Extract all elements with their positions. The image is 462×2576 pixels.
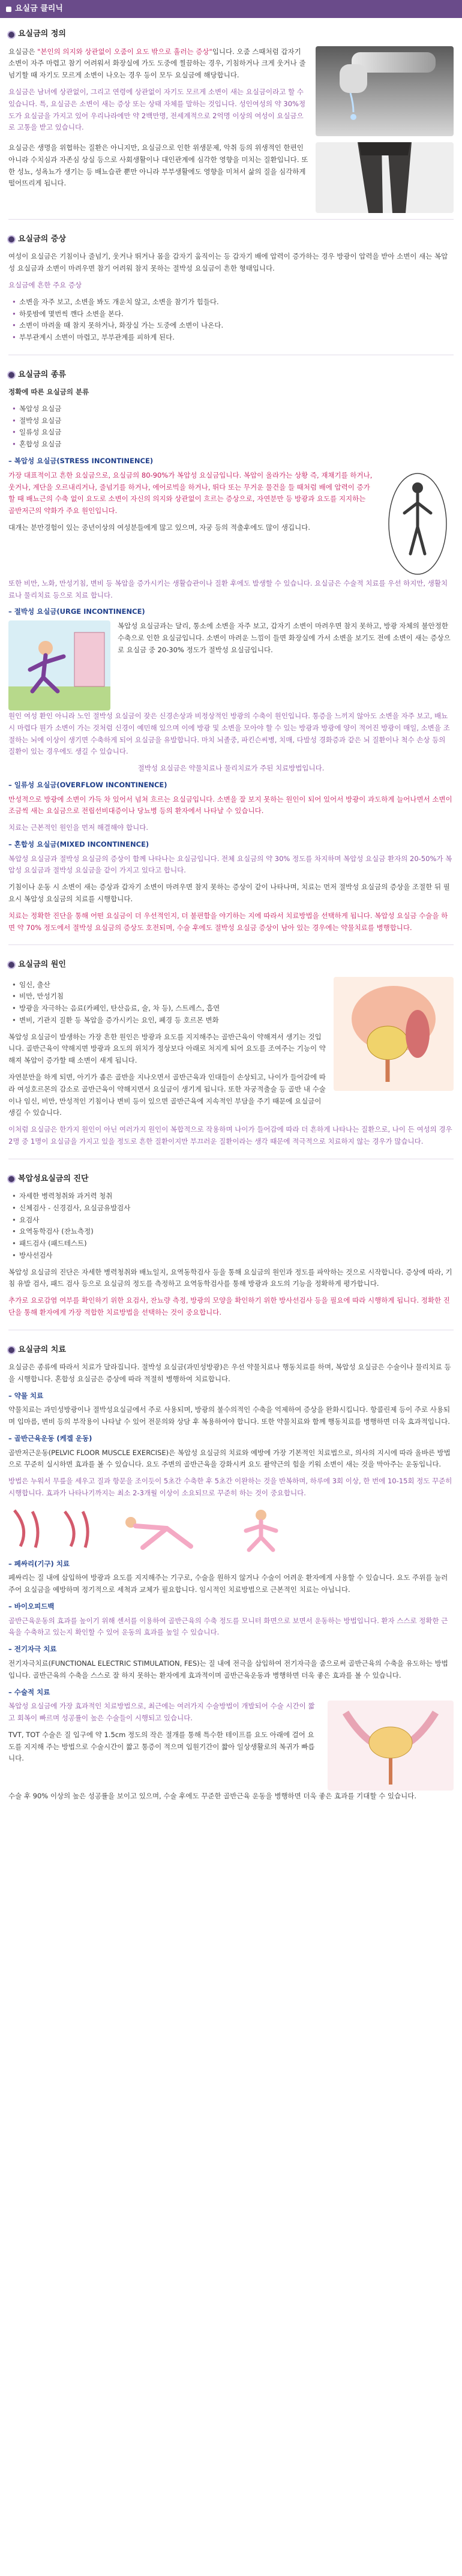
definition-p1: [8, 46, 308, 82]
types-list: [12, 403, 454, 451]
mixed-p1: 복압성 요실금과 절박성 요실금의 증상이 함께 나타나는 요실금입니다. 전체 요실금의 약 30% 정도를 차지하며 복압성 요실금 환자의 20-50%가 복압성 요실금과 절박성 요실금을 같이 가지고 있다고 합니다.: [8, 854, 452, 875]
overflow-p2: 치료는 근본적인 원인을 먼저 해결해야 합니다.: [8, 823, 149, 832]
list-item: • 자세한 병력청취와 과거력 청취: [12, 1190, 454, 1202]
list-item: • 하룻밤에 몇번씩 깬다 소변을 본다.: [12, 308, 454, 320]
section-heading: [8, 1172, 454, 1186]
heading-text: 복압성요실금의 진단: [18, 1174, 89, 1183]
subheading-estim: – 전기자극 치료: [8, 1645, 57, 1654]
diagnosis-list: [12, 1190, 454, 1262]
bullet-icon: [8, 1347, 14, 1353]
diagram-image: [8, 1504, 50, 1552]
causes-list: [12, 979, 326, 1027]
diagnosis-p1: 복압성 요실금의 진단은 자세한 병력청취와 배뇨일지, 요역동학검사 등을 통해 요실금의 원인과 정도를 파악하는 것으로 시작합니다. 증상에 따라, 기침 유발 검사, 패드 검사 등으로 요실금의 정도를 측정하고 요역동학검사를 통해 방광과 요도의 기능을 정확하게 평가합니다.: [8, 1267, 452, 1288]
drug-p: 약물치료는 과민성방광이나 절박성요실금에서 주로 사용되며, 방광의 불수의적인 수축을 억제하여 증상을 완화시킵니다. 항콜린제 등이 주로 사용되며 입마름, 변비 등의 부작용이 나타날 수 있어 전문의와 상담 후 복용하여야 합니다. 또한 약물치료와 함께 행동치료를 병행하면 더욱 효과적입니다.: [8, 1405, 451, 1426]
exercise-figure-image: [216, 1504, 306, 1552]
list-item: • 임신, 출산: [12, 979, 326, 991]
list-item: • 비만, 만성기침: [12, 991, 326, 1003]
causes-p2: 자연분만을 하게 되면, 아기가 좁은 골반을 지나오면서 골반근육과 인대들이 손상되고, 나이가 들어감에 따라 여성호르몬의 감소로 골반근육이 약해지면서 요실금이 생기게 됩니다. 또한 자궁적출술 등 골반 내 수술이나 임신, 비만, 만성적인 기침이나 변비 등이 있으면 골반근육에 지속적인 부담을 주기 때문에 요실금이 생길 수 있습니다.: [8, 1073, 326, 1117]
biofeedback-p: 골반근육운동의 효과를 높이기 위해 센서를 이용하여 골반근육의 수축 정도를 모니터 화면으로 보면서 운동하는 방법입니다. 환자 스스로 정확한 근육을 수축하고 있는지 확인할 수 있어 운동의 효과를 높일 수 있습니다.: [8, 1616, 448, 1637]
symptom-list: [12, 296, 454, 344]
text: 요실금은: [8, 47, 38, 56]
surgery-image: [328, 1701, 454, 1791]
list-item: • 혼합성 요실금: [12, 439, 454, 451]
anatomy-image: [334, 977, 454, 1091]
mixed-p3: 치료는 정확한 진단을 통해 어떤 요실금이 더 우선적인지, 더 불편함을 야기하는 지에 따라서 치료방법을 선택하게 됩니다. 복압성 요실금 수술을 하면 약 70% 정도에서 절박성 요실금의 증상도 호전되며, 수술 후에도 절박성 요실금 증상이 남아 있는 경우에는 약물치료를 병행합니다.: [8, 911, 448, 932]
list-item: • 요역동학검사 (잔뇨측정): [12, 1226, 454, 1238]
list-item: • 요검사: [12, 1214, 454, 1226]
list-item: • 소변이 마려울 때 참지 못하거나, 화장실 가는 도중에 소변이 나온다.: [12, 320, 454, 332]
definition-p2: 요실금은 남녀에 상관없이, 그리고 연령에 상관없이 자기도 모르게 소변이 새는 요실금이라고 할 수 있습니다. 특, 요실금은 소변이 새는 증상 또는 상태 자체를 말하는 것입니다. 성인여성의 약 30%정도가 요실금을 가지고 있어 우리나라에만 약 2백만명, 전세계적으로 2억명 이상의 여성이 요실금으로 고통을 받고 있습니다.: [8, 88, 306, 132]
faucet-image: [316, 46, 454, 136]
subheading-mixed: – 혼합성 요실금(MIXED INCONTINENCE): [8, 839, 149, 848]
heading-text: 요실금의 정의: [18, 29, 66, 39]
section-heading: [8, 958, 454, 971]
section-diagnosis: [0, 1163, 462, 1326]
causes-p1: 복압성 요실금이 발생하는 가장 흔한 원인은 방광과 요도를 지지해주는 골반근육이 약해져서 생기는 것입니다. 골반근육이 약해지면 방광과 요도의 위치가 정상보다 아래로 처지게 되어 요도를 조여주는 기능이 약해져 복압이 증가할 때 소변이 새게 됩니다.: [8, 1032, 326, 1065]
heading-text: 요실금의 원인: [18, 960, 66, 970]
treatment-intro: 요실금은 종류에 따라서 치료가 달라집니다. 절박성 요실금(과민성방광)은 우선 약물치료나 행동치료를 하며, 복압성 요실금은 수술이나 물리치료 등을 시행합니다. 혼합성 요실금은 증상에 따라 적절히 병행하여 치료합니다.: [8, 1362, 451, 1383]
pessary-p: 페싸리는 질 내에 삽입하여 방광과 요도를 지지해주는 기구로, 수술을 원하지 않거나 수술이 어려운 환자에게 사용할 수 있습니다. 요도 주위를 눌러주어 요실금을 예방하며 정기적으로 세척과 교체가 필요합니다. 임시적인 치료방법으로 근본적인 치료는 아닙니다.: [8, 1573, 448, 1594]
stress-p3: 또한 비만, 노화, 만성기침, 변비 등 복압을 증가시키는 생활습관이나 질환 후에도 발생할 수 있습니다. 요실금은 수술적 치료를 우선 하지만, 생활치료나 물리치료 등으로 치료 합니다.: [8, 578, 448, 599]
subheading-urge: – 절박성 요실금(URGE INCONTINENCE): [8, 607, 145, 616]
urge-p1: 복압성 요실금과는 달리, 통소에 소변을 자주 보고, 갑자기 소변이 마려우면 참지 못하고, 방광 자체의 불안정한 수축으로 인한 요실금입니다. 소변이 마려운 느낌이 들면 화장실에 가서 소변을 보기도 전에 소변이 새는 증상으로 요실금 중 20-30% 정도가 절박성 요실금입니다.: [118, 622, 451, 654]
clinic-icon: [6, 7, 11, 12]
yoga-figure-image: [107, 1504, 209, 1552]
section-heading: [8, 28, 454, 41]
subheading-biofeedback: – 바이오피드백: [8, 1602, 55, 1611]
quote: "본인의 의지와 상관없이 오줌이 요도 밖으로 흘러는 증상": [37, 47, 212, 56]
types-intro: 정확에 따른 요실금의 분류: [8, 388, 89, 397]
subheading-pelvic: – 골반근육운동 (케겔 운동): [8, 1434, 92, 1443]
section-causes: [0, 949, 462, 1154]
section-definition: [0, 18, 462, 215]
treatment-footer: 수술 후 90% 이상의 높은 성공률을 보이고 있으며, 수술 후에도 꾸준한 골반근육 운동을 병행하면 더욱 좋은 효과를 기대할 수 있습니다.: [8, 1792, 416, 1801]
list-item: • 일류성 요실금: [12, 427, 454, 439]
bullet-icon: [8, 1176, 14, 1182]
estim-p: 전기자극치료(FUNCTIONAL ELECTRIC STIMULATION, FES)는 질 내에 전극을 삽입하여 전기자극을 줌으로써 골반근육의 수축을 유도하는 방법입니다. 골반근육의 수축을 스스로 잘 하지 못하는 환자에게 효과적이며 골반근육운동과 병행하면 더욱 좋은 효과를 볼 수 있습니다.: [8, 1659, 448, 1680]
bullet-icon: [8, 32, 14, 38]
subheading-pessary: – 페싸리(기구) 치료: [8, 1559, 70, 1568]
exercise-illustrations: [8, 1504, 454, 1552]
urge-p3: 절박성 요실금은 약물치료나 물리치료가 주된 치료방법입니다.: [137, 764, 325, 773]
diagram-image: [58, 1504, 100, 1552]
bullet-icon: [8, 236, 14, 242]
urge-illustration: [8, 620, 110, 710]
list-item: • 방사선검사: [12, 1250, 454, 1262]
bullet-icon: [8, 372, 14, 378]
jump-rope-image: [382, 470, 454, 578]
causes-p3: 이처럼 요실금은 한가지 원인이 아닌 여러가지 원인이 복합적으로 작용하며 나이가 들어감에 따라 더 흔하게 나타나는 질환으로, 나이 든 여성의 경우 2명 중 1명이 요실금을 가지고 있을 정도로 흔한 질환이지만 부끄러운 질환이라는 생각 때문에 적극적으로 치료하지 않는 경우가 많습니다.: [8, 1125, 452, 1145]
overflow-p1: 만성적으로 방광에 소변이 가득 차 있어서 넘쳐 흐르는 요실금입니다. 소변을 잘 보지 못하는 원인이 되어 있어서 방광이 과도하게 늘어나면서 소변이 조금씩 새는 요실금으로 전립선비대증이나 당뇨병 등의 환자에서 나타날 수 있습니다.: [8, 794, 452, 815]
subheading-stress: – 복압성 요실금(STRESS INCONTINENCE): [8, 456, 154, 465]
list-item: • 변비, 기관지 질환 등 복압을 증가시키는 요인, 폐경 등 호르몬 변화: [12, 1015, 326, 1027]
heading-text: 요실금의 증상: [18, 235, 66, 244]
subheading-drug: – 약물 치료: [8, 1391, 44, 1400]
mixed-p2: 기침이나 운동 시 소변이 새는 증상과 갑자기 소변이 마려우면 참지 못하는 증상이 같이 나타나며, 치료는 먼저 절박성 요실금의 증상을 조절한 뒤 필요시 복압성 요실금의 치료를 시행합니다.: [8, 883, 450, 903]
page-title: 요실금 클리닉: [15, 4, 63, 13]
symptoms-p2: 요실금에 흔한 주요 증상: [8, 280, 82, 289]
pelvic-p1: 골반저근운동(PELVIC FLOOR MUSCLE EXERCISE)은 복압성 요실금의 치료와 예방에 가장 기본적인 치료법으로, 의사의 지시에 따라 올바른 방법으로 꾸준히 실시하면 효과를 볼 수 있습니다. 요도 주변의 골반근육을 강화시켜 요도 괄약근의 힘을 키워 소변이 새는 것을 막아주는 운동입니다.: [8, 1448, 451, 1469]
definition-p3: 요실금은 생명을 위협하는 질환은 아니지만, 요실금으로 인한 위생문제, 악취 등의 위생적인 한편인 아니라 수치심과 자존심 상실 등으로 사회생활이나 대인관계에 심각한 영향을 미치는 질환입니다. 또한 성뇨, 성욕뇨가 생기는 등 배뇨습관 뿐만 아니라 부부생활에도 영향을 미쳐서 삶의 질을 심각하게 떨어뜨리게 됩니다.: [8, 143, 308, 188]
section-heading: [8, 233, 454, 246]
stress-p1: 가장 대표적이고 흔한 요실금으로, 요실금의 80-90%가 복압성 요실금입니다. 복압이 올라가는 상황 즉, 재채기를 하거나, 웃거나, 계단을 오르내리거나, 줄넘기를 하거나, 에어로빅을 하거나, 뛰다 또는 무거운 물건을 들 때처럼 배에 압력이 증가할 때 배뇨근의 수축 없이 요도로 소변이 자신의 의지와 상관없이 흐르는 증상으로, 자연분만 등 방광과 요도를 지지하는 골반저근의 약화가 주요 원인입니다.: [8, 470, 373, 515]
diagnosis-p2: 추가로 요로감염 여부를 확인하기 위한 요검사, 잔뇨량 측정, 방광의 모양을 확인하기 위한 방사선검사 등을 필요에 따라 시행하게 됩니다. 정확한 진단을 통해 환자에게 가장 적합한 치료방법을 선택하는 것이 중요합니다.: [8, 1296, 450, 1317]
section-heading: [8, 1344, 454, 1357]
pelvic-p2: 방법은 누워서 무릎을 세우고 질과 항문을 조이듯이 5초간 수축한 후 5초간 이완하는 것을 반복하며, 하루에 3회 이상, 한 번에 10-15회 정도 꾸준히 시행합니다. 효과가 나타나기까지는 최소 2-3개월 이상이 소요되므로 꾸준히 하는 것이 중요합니다.: [8, 1477, 452, 1497]
list-item: • 절박성 요실금: [12, 415, 454, 427]
header-bar: [0, 0, 462, 18]
list-item: • 신체검사 - 신경검사, 요실금유발검사: [12, 1202, 454, 1214]
heading-text: 요실금의 치료: [18, 1345, 66, 1354]
list-item: • 방광을 자극하는 음료(카페인, 탄산음료, 술, 차 등), 스트레스, 흡연: [12, 1003, 326, 1015]
list-item: • 부부관계시 소변이 마렵고, 부부관계를 피하게 된다.: [12, 332, 454, 344]
list-item: • 패드검사 (패드테스트): [12, 1238, 454, 1250]
heading-text: 요실금의 종류: [18, 370, 66, 379]
section-types: [0, 359, 462, 941]
bullet-icon: [8, 962, 14, 968]
subheading-surgery: – 수술적 치료: [8, 1687, 50, 1696]
symptoms-p1: 여성이 요실금은 기침이나 줄넘기, 웃거나 뛰거나 몸을 갑자기 움직이는 등 갑자기 배에 압력이 증가하는 경우 방광이 압력을 받아 소변이 새는 복압성 요실금과 소변이 마려우면 참기 어려워 참지 못하는 절박성 요실금이 흔한 형태입니다.: [8, 252, 448, 273]
urge-p2: 원인 여성 환인 아니라 노인 절박성 요실금이 잦은 신경손상과 비정상적인 방광의 수축이 원인입니다. 통증을 느끼지 않아도 소변을 자주 보고, 배뇨 시 마렵다 뭔가 소변이 가는 것처럼 신경이 예민해 있으며 이에 방광 및 소변을 모아야 할 수 있는 방광과 방광에 양이 적어진 방광이 매일, 소변을 조절하는 뇌에 이상이 생기면 수축하게 되어 요실금을 유발합니다. 마치 뇌졸중, 파킨슨씨병, 치매, 다발성 경화증과 같은 뇌 질환이나 척수 손상 등의 질환이 있는 경우에도 생길 수 있습니다.: [8, 712, 450, 756]
stress-p2: 대개는 분만경험이 있는 중년이상의 여성분들에게 많고 있으며, 자궁 등의 적출후에도 많이 생깁니다.: [8, 523, 310, 532]
list-item: • 소변을 자주 보고, 소변을 봐도 개운치 않고, 소변을 참기가 힘들다.: [12, 296, 454, 308]
surgery-p2: TVT, TOT 수술은 질 입구에 약 1.5cm 정도의 작은 절개를 통해 특수한 테이프를 요도 아래에 걸어 요도를 지지해 주는 방법으로 수술시간이 짧고 통증이 적으며 입원기간이 짧아 일상생활로의 복귀가 빠릅니다.: [8, 1730, 315, 1763]
surgery-p1: 복압성 요실금에 가장 효과적인 치료방법으로, 최근에는 여러가지 수술방법이 개발되어 수술 시간이 짧고 회복이 빠르며 성공률이 높은 수술들이 시행되고 있습니다.: [8, 1702, 315, 1723]
legs-image: [316, 142, 454, 213]
subheading-overflow: – 일류성 요실금(OVERFLOW INCONTINENCE): [8, 780, 167, 789]
list-item: • 복압성 요실금: [12, 403, 454, 415]
section-heading: [8, 368, 454, 382]
text: 입니다. 오줌 스때처럼 갑자기 소변이 자주 마렵고 참기 어려워서 화장실에 가도 도중에 찔끔하는 경우, 기침하거나 크게 웃거나 줄넘기할 때 자기도 모르게 소변이 나오는 경우 등이 모두 요실금에 해당합니다.: [8, 47, 306, 80]
section-treatment: [0, 1334, 462, 1810]
section-symptoms: [0, 223, 462, 351]
